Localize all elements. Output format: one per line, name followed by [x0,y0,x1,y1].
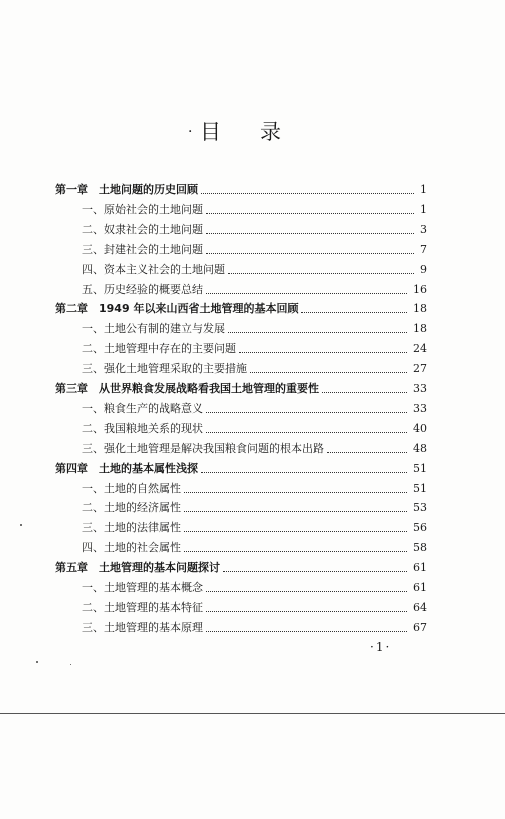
dot-leader [239,352,407,353]
section-title: 二、奴隶社会的土地问题 [82,222,203,236]
dot-leader [201,472,407,473]
toc-section-row [0,200,505,220]
toc-chapter-row [0,558,505,578]
toc-section-row [0,260,505,280]
toc-page-number: 33 [413,401,427,415]
toc-section-row [0,578,505,598]
toc-section-row [0,479,505,499]
dot-leader [301,312,407,313]
section-title: 四、资本主义社会的土地问题 [82,262,225,276]
chapter-title: 第四章 土地的基本属性浅探 [55,461,198,475]
toc-page-number: 51 [413,481,427,495]
toc-page-number: 51 [413,461,427,475]
dot-leader [228,332,407,333]
section-title: 二、我国粮地关系的现状 [82,421,203,435]
toc-page-number: 16 [413,282,427,296]
dot-leader [184,492,407,493]
title-dot: · [188,124,195,140]
toc-page-number: 33 [413,382,427,395]
toc-page-number: 53 [413,501,427,515]
dot-leader [206,213,414,214]
toc-page-number: 67 [413,620,427,634]
toc-page-number: 9 [420,262,427,276]
dot-leader [228,273,414,274]
toc-page-number: 58 [413,541,427,555]
toc-page-number: 1 [420,202,427,216]
section-title: 三、强化土地管理采取的主要措施 [82,362,247,376]
toc-page-number: 7 [420,242,427,256]
chapter-title: 第一章 土地问题的历史回顾 [55,183,198,196]
toc-page-number: 18 [413,302,427,316]
toc-section-row [0,598,505,618]
page-number: ·1· [370,640,392,654]
dot-leader [206,253,414,254]
title-char-mu: 目 [200,120,223,144]
dot-leader [206,233,414,234]
toc-chapter-row [0,180,505,200]
chapter-title: 第三章 从世界粮食发展战略看我国土地管理的重要性 [55,382,319,395]
bottom-rule [0,713,505,714]
toc-page-number: 40 [413,421,427,435]
dot-leader [206,412,407,413]
toc-page-number: 61 [413,561,427,575]
toc-section-row [0,399,505,419]
section-title: 五、历史经验的概要总结 [82,282,203,296]
scan-speck [70,664,71,665]
toc-page-number: 3 [420,222,427,236]
section-title: 二、土地的经济属性 [82,501,181,515]
dot-leader [201,193,414,194]
toc-chapter-row [0,459,505,479]
toc-chapter-row [0,379,505,399]
dot-leader [327,452,407,453]
chapter-title: 第二章 1949 年以来山西省土地管理的基本回顾 [55,302,299,316]
dot-leader [223,571,407,572]
toc-page-number: 64 [413,600,427,614]
toc-section-row [0,538,505,558]
toc-section-row [0,618,505,638]
section-title: 一、土地管理的基本概念 [82,581,203,594]
toc-section-row [0,339,505,359]
toc-section-row [0,220,505,240]
toc-page-number: 1 [420,183,427,196]
toc-section-row [0,359,505,379]
scan-speck [20,524,22,526]
toc-section-row [0,419,505,439]
dot-leader [322,392,407,393]
dot-leader [184,511,407,512]
section-title: 三、土地的法律属性 [82,521,181,535]
dot-leader [184,531,407,532]
section-title: 二、土地管理的基本特征 [82,600,203,614]
section-title: 一、原始社会的土地问题 [82,202,203,216]
toc-page-number: 56 [413,521,427,535]
dot-leader [250,372,407,373]
toc-page-number: 48 [413,441,427,455]
toc-page-number: 61 [413,581,427,594]
section-title: 三、土地管理的基本原理 [82,620,203,634]
toc-section-row [0,518,505,538]
dot-leader [206,591,407,592]
dot-leader [206,293,407,294]
section-title: 三、强化土地管理是解决我国粮食问题的根本出路 [82,441,324,455]
toc-section-row [0,240,505,260]
section-title: 二、土地管理中存在的主要问题 [82,342,236,356]
section-title: 三、封建社会的土地问题 [82,242,203,256]
toc-page-number: 27 [413,362,427,376]
scan-speck [36,661,38,663]
dot-leader [206,611,407,612]
toc-section-row [0,439,505,459]
dot-leader [206,631,407,632]
toc-section-row [0,280,505,300]
dot-leader [206,432,407,433]
title-char-lu: 录 [260,120,283,144]
toc-page-number: 18 [413,322,427,336]
toc-chapter-row [0,299,505,319]
section-title: 一、土地公有制的建立与发展 [82,322,225,336]
section-title: 一、粮食生产的战略意义 [82,401,203,415]
toc-section-row [0,319,505,339]
section-title: 四、土地的社会属性 [82,541,181,555]
dot-leader [184,551,407,552]
toc-page-number: 24 [413,342,427,356]
section-title: 一、土地的自然属性 [82,481,181,495]
toc-section-row [0,498,505,518]
chapter-title: 第五章 土地管理的基本问题探讨 [55,561,220,575]
